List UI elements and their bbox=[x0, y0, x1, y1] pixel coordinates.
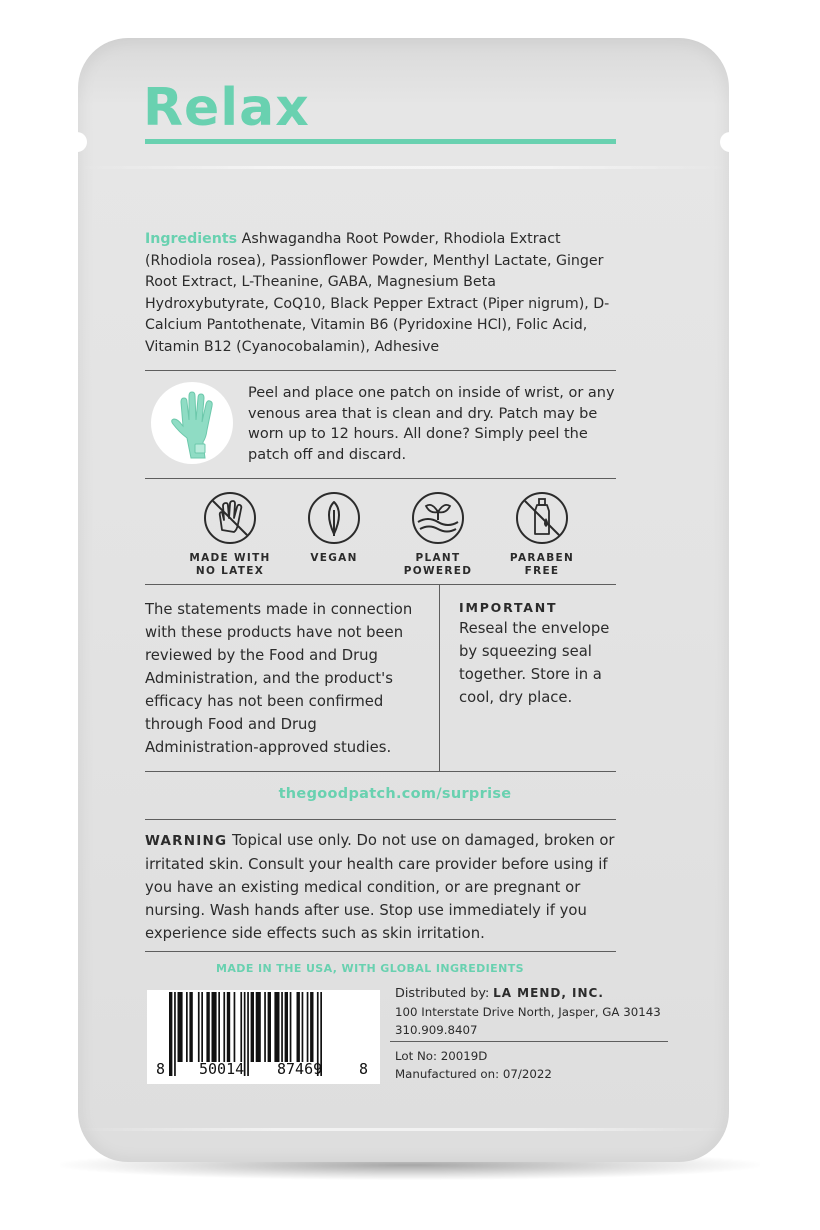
manufacture-date: Manufactured on: 07/2022 bbox=[395, 1067, 552, 1081]
tear-notch-right bbox=[720, 132, 736, 152]
no-paraben-bottle-icon bbox=[514, 490, 570, 546]
fda-disclaimer: The statements made in connection with these products have not been reviewed by the Food and Drug Administration, and the product's efficacy has not been confirmed through Food and Drug Administration-approved studies. bbox=[145, 601, 413, 756]
badge-vegan bbox=[282, 490, 386, 565]
barcode-bar bbox=[240, 992, 242, 1062]
barcode-bar bbox=[274, 992, 279, 1062]
leaf-icon bbox=[306, 490, 362, 546]
divider bbox=[145, 951, 616, 952]
barcode-bar bbox=[186, 992, 188, 1062]
badge-label: PLANT POWERED bbox=[403, 552, 473, 577]
divider bbox=[145, 584, 616, 585]
barcode-bar bbox=[178, 992, 183, 1062]
barcode-bar bbox=[198, 992, 200, 1062]
product-title: Relax bbox=[143, 78, 310, 138]
barcode-bar bbox=[302, 992, 304, 1062]
barcode-bar bbox=[223, 992, 225, 1062]
barcode-bar bbox=[251, 992, 254, 1062]
sprout-icon bbox=[410, 490, 466, 546]
no-latex-glove-icon bbox=[202, 490, 258, 546]
barcode-bar bbox=[297, 992, 300, 1062]
divider bbox=[145, 771, 616, 772]
lot-block bbox=[395, 1047, 675, 1083]
barcode-bar bbox=[212, 992, 217, 1062]
directions-text: Peel and place one patch on inside of wrist, or any venous area that is clean and dry. Patch may be worn up to 12 hours. All done? Simply peel the patch off and discard. bbox=[248, 385, 615, 463]
badge-label: MADE WITH NO LATEX bbox=[189, 552, 271, 577]
distributor-address: 100 Interstate Drive North, Jasper, GA 30143 bbox=[395, 1005, 661, 1019]
barcode-bar bbox=[218, 992, 220, 1062]
lot-number: Lot No: 20019D bbox=[395, 1049, 488, 1063]
barcode-bar bbox=[310, 992, 313, 1062]
divider bbox=[145, 819, 616, 820]
divider bbox=[145, 370, 616, 371]
website-link[interactable]: thegoodpatch.com/surprise bbox=[278, 786, 512, 802]
title-underline bbox=[145, 139, 616, 144]
barcode-digit: 8 bbox=[359, 1060, 369, 1078]
distributor-label: Distributed by: bbox=[395, 986, 490, 1001]
bottom-seal-seam bbox=[78, 1128, 729, 1131]
barcode-bar bbox=[268, 992, 271, 1062]
barcode-bar bbox=[206, 992, 209, 1062]
distributor-company: LA MEND, INC. bbox=[493, 986, 604, 1000]
barcode-bar bbox=[201, 992, 203, 1062]
warning-text: Topical use only. Do not use on damaged, broken or irritated skin. Consult your health care provider before using if you have an existing medical condition, or are pregnant or nursing. Wash hands after use. Stop use immediately if you experience side effects such as skin irritation. bbox=[145, 832, 615, 942]
badge-plant-powered bbox=[386, 490, 490, 578]
important-heading: IMPORTANT bbox=[459, 600, 558, 615]
barcode-bar bbox=[290, 992, 292, 1062]
ingredients-text: Ashwagandha Root Powder, Rhodiola Extract (Rhodiola rosea), Passionflower Powder, Menthyl Lactate, Ginger Root Extract, L-Theanine, GABA, Magnesium Beta Hydroxybutyrate, CoQ10, Black Pepper Extract (Piper nigrum), D-Calcium Pantothenate, Vitamin B6 (Pyridoxine HCl), Folic Acid, Vitamin B12 (Cyanocobalamin), Adhesive bbox=[145, 231, 610, 355]
barcode-bar bbox=[227, 992, 230, 1062]
ingredients-block bbox=[145, 229, 620, 358]
badge-paraben-free bbox=[490, 490, 594, 578]
important-text: Reseal the envelope by squeezing seal together. Store in a cool, dry place. bbox=[459, 620, 610, 706]
badge-label: PARABEN FREE bbox=[509, 552, 575, 577]
barcode-bar bbox=[285, 992, 288, 1062]
distributor-phone: 310.909.8407 bbox=[395, 1023, 478, 1037]
vertical-divider bbox=[439, 584, 440, 772]
barcode-bar bbox=[234, 992, 236, 1062]
origin-statement: MADE IN THE USA, WITH GLOBAL INGREDIENTS bbox=[216, 962, 524, 975]
ingredients-label: Ingredients bbox=[145, 231, 238, 247]
barcode-digit: 8 bbox=[156, 1060, 166, 1078]
hand-patch-icon bbox=[151, 382, 233, 464]
badge-label: VEGAN bbox=[310, 552, 358, 564]
important-block bbox=[459, 598, 619, 709]
barcode-bar bbox=[307, 992, 309, 1062]
barcode-bar bbox=[189, 992, 192, 1062]
top-seal-seam bbox=[78, 166, 729, 169]
divider bbox=[390, 1041, 668, 1042]
barcode-bar bbox=[256, 992, 261, 1062]
badge-no-latex bbox=[178, 490, 282, 578]
barcode-digits bbox=[147, 1060, 380, 1080]
barcode bbox=[147, 990, 380, 1084]
barcode-bar bbox=[264, 992, 266, 1062]
barcode-digit: 50014 bbox=[199, 1060, 245, 1078]
warning-label: WARNING bbox=[145, 833, 228, 849]
distributor-block bbox=[395, 984, 685, 1039]
barcode-bar bbox=[281, 992, 283, 1062]
barcode-digit: 87469 bbox=[277, 1060, 323, 1078]
divider bbox=[145, 478, 616, 479]
warning-block bbox=[145, 829, 627, 945]
